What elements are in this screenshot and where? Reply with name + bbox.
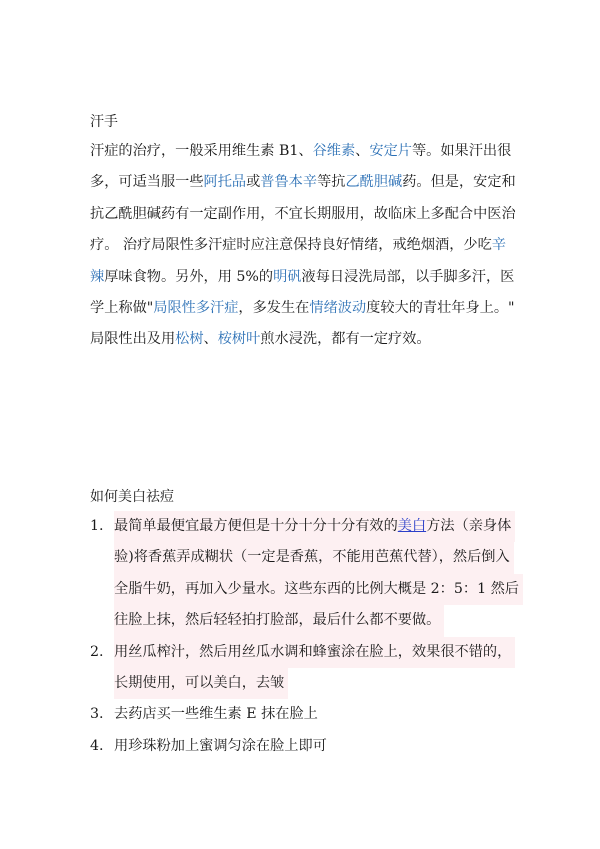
highlight-text: 长期使用，可以美白，去皱 [114,668,288,699]
list-line [114,637,520,668]
list-number: 2. [90,643,104,660]
link-localized-hyperhidrosis[interactable]: 局限性多汗症 [153,299,239,316]
text: 方法（亲身体 [426,518,512,534]
text: 多，可适当服一些 [90,174,204,191]
link-eucalyptus-leaf[interactable]: 桉树叶 [217,331,261,348]
link-pine-tree[interactable]: 松树 [175,331,204,348]
link-diazepam[interactable]: 安定片 [369,143,412,159]
list-line [114,605,520,636]
text: 疗。 治疗局限性多汗症时应注意保持良好情绪，戒绝烟酒，少吃 [90,237,492,254]
list-line [114,574,520,605]
link-propantheline[interactable]: 普鲁本辛 [260,174,318,191]
list-line: 去药店买一些维生素 E 抹在脸上 [114,706,318,723]
highlight-text: 全脂牛奶，再加入少量水。这些东西的比例大概是 2：5：1 然后 [114,574,523,605]
sweaty-hands-paragraph [90,136,515,356]
highlight-text: 用丝瓜榨汁，然后用丝瓜水调和蜂蜜涂在脸上，效果很不错的， [114,637,515,668]
link-spicy-cont[interactable]: 辣 [90,268,105,285]
text: 度较大的青壮年身上。" [366,299,515,316]
list-line [114,668,520,699]
link-atropine[interactable]: 阿托品 [203,174,247,191]
text: 局限性出及用 [90,331,176,348]
highlight-text: 验)将香蕉弄成糊状（一定是香蕉，不能用芭蕉代替），然后倒入 [114,542,514,573]
text: 厚味食物。另外，用 5%的 [104,268,274,285]
list-number: 3. [90,706,104,723]
list-number: 4. [90,737,104,754]
highlight [114,511,515,542]
highlight-text: 往脸上抹，然后轻轻拍打脸部，最后什么都不要做。 [114,605,444,636]
text: 汗症的治疗，一般采用维生素 B1、 [90,143,313,159]
text: 学上称做" [90,299,154,316]
link-mood-swings[interactable]: 情绪波动 [309,299,367,316]
link-oryzanol[interactable]: 谷维素 [312,143,356,159]
paragraph-line [90,262,515,293]
list-item [90,511,520,637]
text: 等。如果汗出很 [411,143,512,159]
list-item [90,731,520,762]
paragraph-line [90,293,515,324]
list-line [114,511,520,542]
text: 抗乙酰胆碱药有一定副作用，不宜长期服用，故临床上多配合中医治 [90,205,516,222]
section-title-whitening: 如何美白祛痘 [90,489,174,505]
text: 液每日浸洗局部，以手脚多汗，医 [301,268,515,285]
paragraph-line [90,199,515,230]
link-whitening[interactable]: 美白 [397,518,427,534]
text: 最简单最便宜最方便但是十分十分十分有效的 [114,518,398,534]
paragraph-line [90,324,515,355]
list-line [114,542,520,573]
link-spicy[interactable]: 辛 [491,237,506,254]
text: 、 [203,331,218,348]
text: ，多发生在 [238,299,310,316]
text: 等抗 [317,174,346,191]
text: 煎水浸洗，都有一定疗效。 [260,331,431,348]
link-alum[interactable]: 明矾 [273,268,302,285]
list-line: 用珍珠粉加上蜜调匀涂在脸上即可 [114,737,327,754]
list-number: 1. [90,518,104,534]
text: 、 [355,143,370,159]
link-acetylcholine[interactable]: 乙酰胆碱 [345,174,403,191]
text: 或 [246,174,261,191]
paragraph-line [90,230,515,261]
list-item [90,637,520,700]
list-item [90,699,520,730]
text: 药。但是，安定和 [402,174,516,191]
paragraph-line [90,136,515,167]
paragraph-line [90,167,515,198]
section-title-sweaty-hands: 汗手 [90,114,118,130]
whitening-tips-list [90,511,520,762]
